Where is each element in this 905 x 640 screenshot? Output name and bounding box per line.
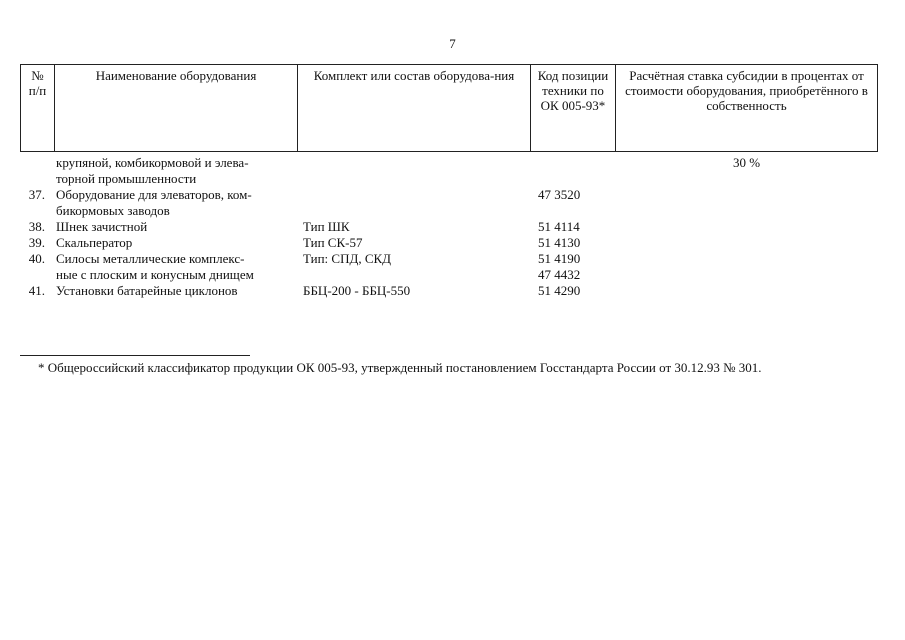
row-set — [297, 171, 530, 187]
row-code: 51 4114 — [538, 219, 580, 234]
row-name: Установки батарейные циклонов — [56, 283, 238, 298]
row-name: торной промышленности — [56, 171, 197, 186]
row-num — [20, 203, 54, 219]
footnote: * Общероссийский классификатор продукции ОК 005-93, утвержденный постановлением Госстандарта России от 30.12.93 № 301. — [38, 360, 762, 375]
row-name: ные с плоским и конусным днищем — [56, 267, 254, 282]
header-set: Комплект или состав оборудова-ния — [298, 65, 531, 152]
table-row — [20, 171, 878, 187]
row-num — [20, 267, 54, 283]
footnote-divider — [20, 355, 250, 356]
row-rate — [615, 283, 878, 299]
header-num: № п/п — [21, 65, 55, 152]
row-set — [297, 203, 530, 219]
row-num — [20, 171, 54, 187]
row-num: 40. — [28, 251, 45, 266]
table-row — [20, 267, 878, 283]
table-row — [20, 203, 878, 219]
row-rate — [615, 171, 878, 187]
row-num: 39. — [28, 235, 45, 250]
row-set: Тип ШК — [303, 219, 350, 234]
header-rate: Расчётная ставка субсидии в процентах от стоимости оборудования, приобретённого в собственность — [616, 65, 878, 152]
row-code: 51 4290 — [538, 283, 581, 298]
header-name: Наименование оборудования — [55, 65, 298, 152]
row-code: 51 4190 — [538, 251, 581, 266]
row-code — [530, 203, 615, 219]
row-name: бикормовых заводов — [56, 203, 170, 218]
row-code: 47 3520 — [538, 187, 581, 202]
row-name: Оборудование для элеваторов, ком- — [56, 187, 252, 202]
row-name: Силосы металлические комплекс- — [56, 251, 245, 266]
table-header — [20, 64, 878, 152]
row-rate — [615, 251, 878, 267]
row-rate — [615, 235, 878, 251]
row-set — [297, 155, 530, 171]
table-row — [20, 251, 878, 267]
page-number: 7 — [449, 36, 456, 51]
row-rate — [615, 267, 878, 283]
row-name: крупяной, комбикормовой и элева- — [56, 155, 249, 170]
table-row — [20, 235, 878, 251]
row-num: 41. — [28, 283, 45, 298]
table-body — [20, 155, 878, 299]
row-name: Шнек зачистной — [56, 219, 148, 234]
row-code — [530, 155, 615, 171]
table-row — [20, 187, 878, 203]
row-num — [20, 155, 54, 171]
table-row — [20, 155, 878, 171]
row-code — [530, 171, 615, 187]
row-set: Тип: СПД, СКД — [303, 251, 392, 266]
row-name: Скальператор — [56, 235, 133, 250]
row-set: Тип СК-57 — [303, 235, 363, 250]
row-set: ББЦ-200 - ББЦ-550 — [303, 283, 411, 298]
table-row — [20, 283, 878, 299]
row-set — [297, 187, 530, 203]
row-num: 37. — [28, 187, 45, 202]
row-num: 38. — [28, 219, 45, 234]
row-set — [297, 267, 530, 283]
row-code: 51 4130 — [538, 235, 581, 250]
row-code: 47 4432 — [538, 267, 581, 282]
row-rate — [615, 203, 878, 219]
row-rate: 30 % — [732, 155, 761, 170]
header-code: Код позиции техники по ОК 005-93* — [531, 65, 616, 152]
row-rate — [615, 187, 878, 203]
row-rate — [615, 219, 878, 235]
table-row — [20, 219, 878, 235]
